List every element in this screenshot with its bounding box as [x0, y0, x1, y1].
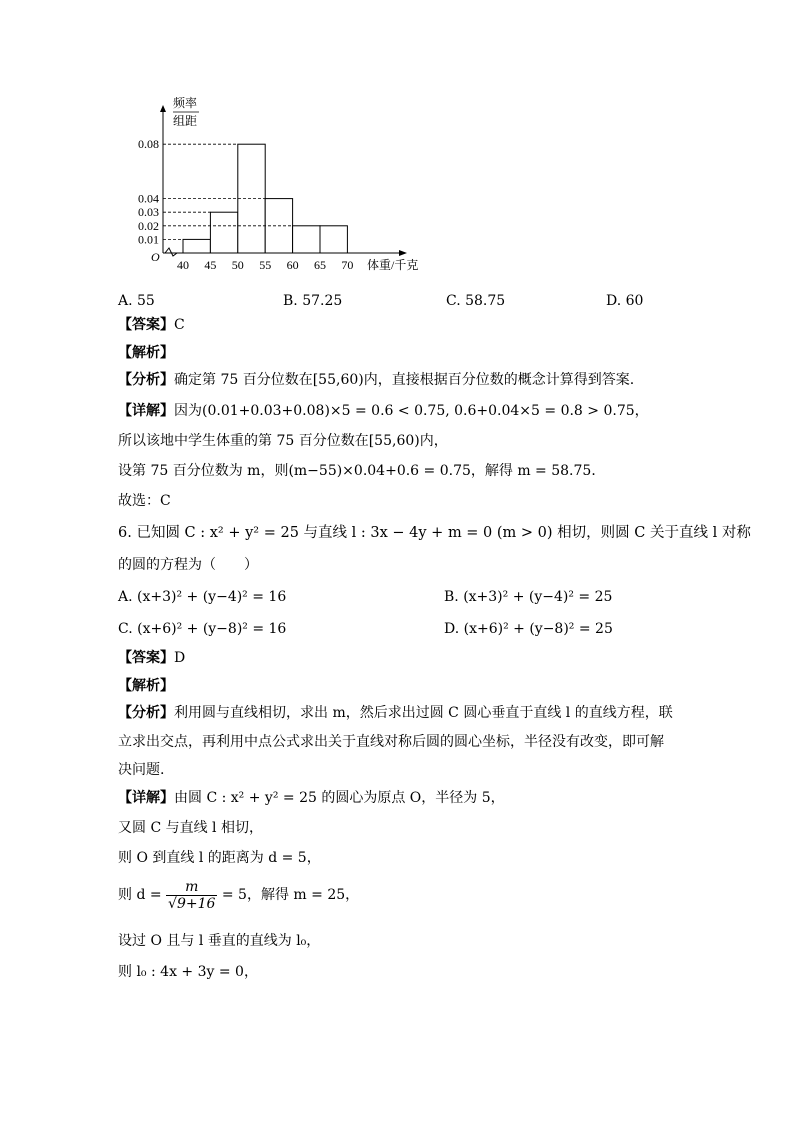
x-tick-label: 65	[314, 258, 326, 272]
y-axis-label-bottom: 组距	[173, 114, 198, 128]
q5-answer	[118, 315, 185, 335]
q6-detail-line3: 则 O 到直线 l 的距离为 d = 5，	[118, 850, 321, 866]
q5-detail-line2: 所以该地中学生体重的第 75 百分位数在[55,60)内，	[118, 433, 448, 449]
q6-detail-line2: 又圆 C 与直线 l 相切，	[118, 820, 263, 836]
fraction-denominator: √9+16	[168, 895, 216, 912]
answer-value: D	[174, 650, 186, 666]
q6-answer	[118, 648, 185, 668]
xiangjie-tag: 【详解】	[118, 403, 174, 419]
y-tick-label: 0.02	[138, 218, 159, 233]
y-tick-label: 0.03	[138, 205, 159, 220]
d4-suffix: = 5，解得 m = 25，	[221, 887, 360, 903]
q6-stem-line2: 的圆的方程为（ ）	[118, 557, 258, 573]
q6-option-a: A. (x+3)² + (y−4)² = 16	[118, 589, 287, 605]
histogram-bar	[320, 226, 347, 253]
q6-detail-line1	[118, 788, 505, 808]
q5-option-d: D. 60	[606, 293, 644, 309]
x-tick-label: 55	[259, 258, 272, 272]
q6-analysis-tag: 【解析】	[118, 678, 174, 694]
q6-detail-line5: 设过 O 且与 l 垂直的直线为 l₀，	[118, 933, 321, 949]
q6-option-b: B. (x+3)² + (y−4)² = 25	[444, 589, 613, 605]
q5-detail-line3: 设第 75 百分位数为 m，则(m−55)×0.04+0.6 = 0.75，解得 m = 58.75．	[118, 463, 606, 479]
histogram-bar	[210, 212, 237, 253]
fenxi-text: 利用圆与直线相切，求出 m，然后求出过圆 C 圆心垂直于直线 l 的直线方程，联	[174, 705, 673, 721]
x-tick-label: 45	[204, 258, 217, 272]
xiangjie-tag: 【详解】	[118, 790, 174, 806]
x-axis-arrow	[399, 250, 407, 256]
detail-text: 因为(0.01+0.03+0.08)×5 = 0.6 < 0.75, 0.6+0.04×5 = 0.8 > 0.75，	[174, 403, 649, 419]
d4-prefix: 则 d =	[118, 887, 162, 903]
q5-option-c: C. 58.75	[446, 293, 506, 309]
q5-detail-line1	[118, 401, 649, 421]
y-tick-label: 0.04	[138, 191, 159, 206]
q5-analysis-tag: 【解析】	[118, 345, 174, 361]
histogram-chart	[115, 95, 445, 285]
q6-detail-line4	[118, 878, 359, 912]
fenxi-text: 确定第 75 百分位数在[55,60)内，直接根据百分位数的概念计算得到答案.	[174, 372, 635, 388]
y-axis-label-top: 频率	[173, 96, 198, 110]
histogram-bar	[238, 144, 265, 253]
q6-stem-line1: 6. 已知圆 C : x² + y² = 25 与直线 l : 3x − 4y + m = 0 (m > 0) 相切，则圆 C 关于直线 l 对称	[118, 525, 751, 541]
fraction-numerator: m	[166, 879, 217, 896]
q6-option-d: D. (x+6)² + (y−8)² = 25	[444, 621, 613, 637]
origin-label: O	[151, 250, 160, 264]
histogram-bar	[293, 226, 320, 253]
axis-break	[165, 248, 177, 256]
q6-fenxi-line1	[118, 703, 673, 723]
q5-option-a: A. 55	[118, 293, 155, 309]
y-tick-label: 0.08	[138, 137, 159, 152]
q5-fenxi	[118, 370, 634, 390]
q6-detail-line6: 则 l₀ : 4x + 3y = 0，	[118, 964, 258, 980]
distance-fraction	[166, 879, 217, 912]
x-tick-label: 40	[177, 258, 189, 272]
q6-fenxi-line3: 决问题.	[118, 762, 165, 778]
fenxi-tag: 【分析】	[118, 705, 174, 721]
y-tick-label: 0.01	[138, 232, 159, 247]
x-tick-label: 70	[341, 258, 354, 272]
detail-text: 由圆 C : x² + y² = 25 的圆心为原点 O，半径为 5，	[174, 790, 505, 806]
fenxi-tag: 【分析】	[118, 372, 174, 388]
q6-fenxi-line2: 立求出交点，再利用中点公式求出关于直线对称后圆的圆心坐标，半径没有改变，即可解	[118, 734, 664, 750]
x-axis-label: 体重/千克	[367, 258, 419, 272]
y-axis-arrow	[160, 105, 166, 112]
q5-option-b: B. 57.25	[283, 293, 343, 309]
answer-tag: 【答案】	[118, 650, 174, 666]
q5-conclusion: 故选：C	[118, 493, 171, 509]
answer-tag: 【答案】	[118, 317, 174, 333]
x-tick-label: 50	[231, 258, 244, 272]
x-tick-label: 60	[286, 258, 299, 272]
q6-option-c: C. (x+6)² + (y−8)² = 16	[118, 621, 287, 637]
histogram-bar	[183, 239, 210, 253]
answer-value: C	[174, 317, 185, 333]
